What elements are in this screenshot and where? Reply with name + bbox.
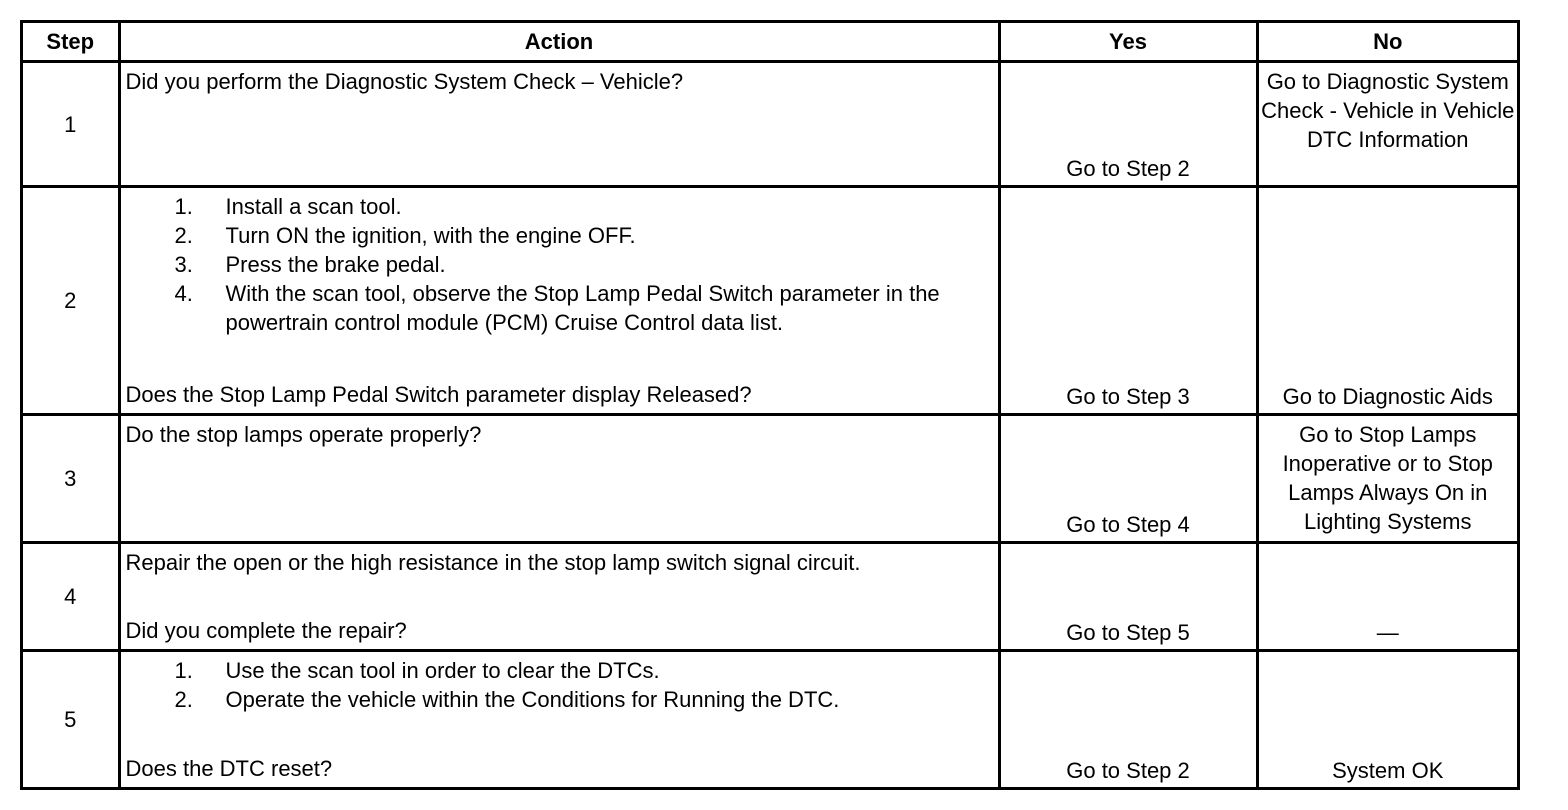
header-no: No [1257,23,1517,62]
table-row [23,543,1517,651]
step-number: 4 [23,543,119,651]
header-step: Step [23,23,119,62]
list-item [126,221,992,250]
list-item-text: Turn ON the ignition, with the engine OFF. [225,223,636,249]
action-steps-list [126,192,992,337]
yes-cell: Go to Step 2 [999,62,1257,187]
no-cell: System OK [1257,650,1517,787]
list-item-text: With the scan tool, observe the Stop Lamp Pedal Switch parameter in the powertrain control module (PCM) Cruise Control data list. [225,281,940,336]
no-cell: Go to Stop Lamps Inoperative or to Stop Lamps Always On in Lighting Systems [1257,414,1517,542]
action-question: Does the Stop Lamp Pedal Switch parameter display Released? [125,381,752,407]
list-item [126,685,992,714]
list-item-number: 2. [174,223,193,249]
yes-cell: Go to Step 3 [999,187,1257,415]
table-row [23,650,1517,787]
action-question: Does the DTC reset? [125,756,333,781]
action-cell [119,414,999,542]
action-steps-list [126,656,992,714]
table-row [23,187,1517,415]
diagnostic-table-frame [20,20,1520,790]
list-item-text: Use the scan tool in order to clear the DTCs. [225,657,660,683]
table-row [23,414,1517,542]
action-question: Did you complete the repair? [125,617,407,643]
list-item-number: 2. [174,686,193,712]
list-item [126,192,992,221]
action-instruction: Did you perform the Diagnostic System Check – Vehicle? [125,69,684,94]
list-item-text: Press the brake pedal. [225,252,446,278]
no-cell: Go to Diagnostic Aids [1257,187,1517,415]
action-cell [119,650,999,787]
step-number: 2 [23,187,119,415]
header-yes: Yes [999,23,1257,62]
yes-cell: Go to Step 5 [999,543,1257,651]
table-row [23,62,1517,187]
step-number: 5 [23,650,119,787]
list-item-number: 1. [174,657,193,683]
header-action: Action [119,23,999,62]
yes-cell: Go to Step 2 [999,650,1257,787]
list-item-text: Operate the vehicle within the Conditions for Running the DTC. [225,686,840,712]
yes-cell: Go to Step 4 [999,414,1257,542]
action-cell [119,62,999,187]
action-instruction: Do the stop lamps operate properly? [125,421,482,447]
list-item [126,250,992,279]
list-item-text: Install a scan tool. [225,194,402,220]
action-cell [119,543,999,651]
list-item-number: 1. [174,194,193,220]
action-instruction: Repair the open or the high resistance in the stop lamp switch signal circuit. [125,550,861,576]
action-cell [119,187,999,415]
no-cell: — [1257,543,1517,651]
list-item [126,656,992,685]
step-number: 1 [23,62,119,187]
diagnostic-table [23,23,1517,787]
list-item [126,279,992,337]
no-cell: Go to Diagnostic System Check - Vehicle in Vehicle DTC Information [1257,62,1517,187]
list-item-number: 4. [174,281,193,307]
header-row [23,23,1517,62]
step-number: 3 [23,414,119,542]
list-item-number: 3. [174,252,193,278]
